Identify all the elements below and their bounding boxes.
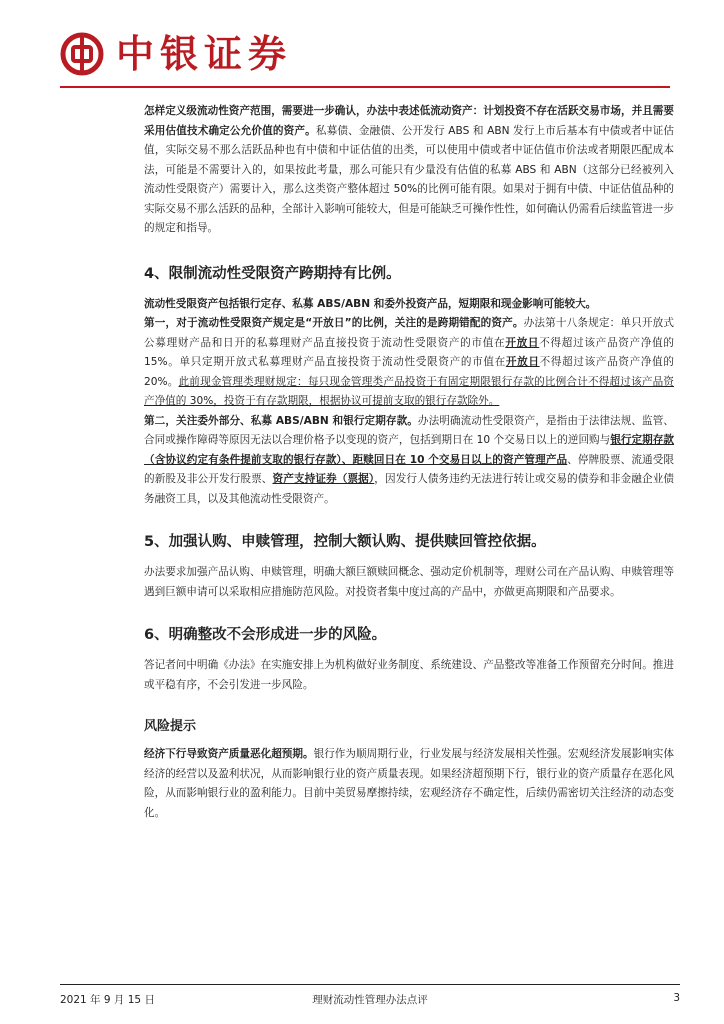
section-4-paragraph-2	[144, 412, 674, 510]
page-header	[60, 24, 670, 88]
footer-divider	[60, 984, 680, 985]
footer-date: 2021 年 9 月 15 日	[60, 994, 155, 1006]
section-4-p1-text-a: 办法第十八条规定：单只开放式公募理财产品和日开的私募理财产品直接投资于流动性受限资产的市值在	[144, 317, 675, 349]
footer-title: 理财流动性管理办法点评	[312, 994, 428, 1006]
section-4-p1-underline-2: 开放日	[505, 356, 540, 368]
brand-name: 中银证券	[116, 31, 293, 76]
section-4-p1-text-c: 不得超过该产品资产净值的 20%。	[144, 356, 675, 388]
report-body	[144, 102, 674, 823]
section-4-heading: 4、限制流动性受限资产跨期持有比例。	[144, 265, 401, 282]
header-divider	[60, 86, 670, 88]
page-footer	[60, 984, 680, 1014]
section-4-p2-text-c: ，因发行人债务违约无法进行转让或交易的债券和非金融企业债务融资工具，以及其他流动性受限资产。	[144, 473, 675, 505]
section-4-lead: 流动性受限资产包括银行定存、私募 ABS/ABN 和委外投资产品，短期限和现金影响可能较大。	[144, 297, 597, 310]
intro-paragraph	[144, 102, 674, 239]
section-4-p2-underline-1: 银行定期存款（含协议约定有条件提前支取的银行存款）、距赎回日在 10 个交易日以上的资产管理产品	[144, 434, 675, 466]
risk-title: 风险提示	[144, 719, 197, 734]
section-5-paragraph: 办法要求加强产品认购、申赎管理，明确大额巨额赎回概念、强动定价机制等，理财公司在产品认购、申赎管理等遇到巨额申请可以采取相应措施防范风险。对投资者集中度过高的产品中，亦做更高期限和产品要求。	[144, 566, 674, 598]
risk-text: 银行作为顺周期行业，行业发展与经济发展相关性强。宏观经济发展影响实体经济的经营以及盈利状况，从而影响银行业的资产质量表现。如果经济超预期下行，银行业的资产质量存在恶化风险，从而影响银行业的盈利能力。目前中美贸易摩擦持续，宏观经济存不确定性，后续仍需密切关注经济的动态变化。	[144, 748, 675, 819]
section-4-p2-text-b: 、停牌股票、流通受限的新股及非公开发行股票、	[144, 453, 674, 485]
section-5-heading: 5、加强认购、申赎管理，控制大额认购、提供赎回管控依据。	[144, 534, 546, 550]
section-4-p2-text-a: 办法明确流动性受限资产，是指由于法律法规、监管、合同或操作障碍等原因无法以合理价格予以变现的资产，包括到期日在 10 个交易日以上的逆回购与	[144, 414, 674, 446]
section-4-p1-underline-3: 此前现金管理类理财规定：每只现金管理类产品投资于有固定期限银行存款的比例合计不得超过该产品资产净值的 30%，投资于有存款期限，根据协议可提前支取的银行存款除外。	[144, 375, 675, 407]
section-4-p1-bold: 第一，对于流动性受限资产规定是“开放日”的比例，关注的是跨期错配的资产。	[144, 317, 524, 329]
risk-paragraph	[144, 745, 674, 823]
section-4-p2-bold: 第二，关注委外部分、私募 ABS/ABN 和银行定期存款。	[144, 414, 418, 427]
section-6-paragraph: 答记者问中明确《办法》在实施安排上为机构做好业务制度、系统建设、产品整改等准备工作预留充分时间。推进或平稳有序，不会引发进一步风险。	[144, 659, 674, 691]
page-number: 3	[673, 992, 680, 1004]
section-4-p1-text-b: 不得超过该产品资产净值的 15%。单只定期开放式私募理财产品直接投资于流动性受限资产的市值在	[144, 336, 675, 368]
boc-logo-icon	[60, 32, 104, 76]
section-4-p1-underline-1: 开放日	[505, 336, 540, 349]
section-4-p2-underline-2: 资产支持证券（票据）	[272, 473, 375, 485]
section-4-paragraph-1	[144, 314, 674, 412]
risk-lead: 经济下行导致资产质量恶化超预期。	[144, 748, 314, 760]
section-6-heading: 6、明确整改不会形成进一步的风险。	[144, 627, 387, 643]
intro-text: 私募债、金融债、公开发行 ABS 和 ABN 发行上市后基本有中债或者中证估值，实际交易不那么活跃品种也有中债和中证估值的出类，可以使用中债或者中证估值市价法或者期限匹配成本法，可能是不需要计入的，如果按此考量，那么可能只有少量没有估值的私募 ABS 和 ABN（这部分已经被列入流动性受限资产）需要计入，那么这类资产整体超过 50%的比例可能有限。如果对于拥有中债、中证估值品种的实际交易不那么活跃的品种，全部计入影响可能较大，但是可能缺乏可操作性性，如何确认仍需看后续监管进一步的规定和指导。	[144, 124, 674, 234]
intro-bold-text: 怎样定义级流动性资产范围，需要进一步确认，办法中表述低流动资产：计划投资不存在活跃交易市场，并且需要采用估值技术确定公允价值的资产。	[144, 105, 674, 137]
